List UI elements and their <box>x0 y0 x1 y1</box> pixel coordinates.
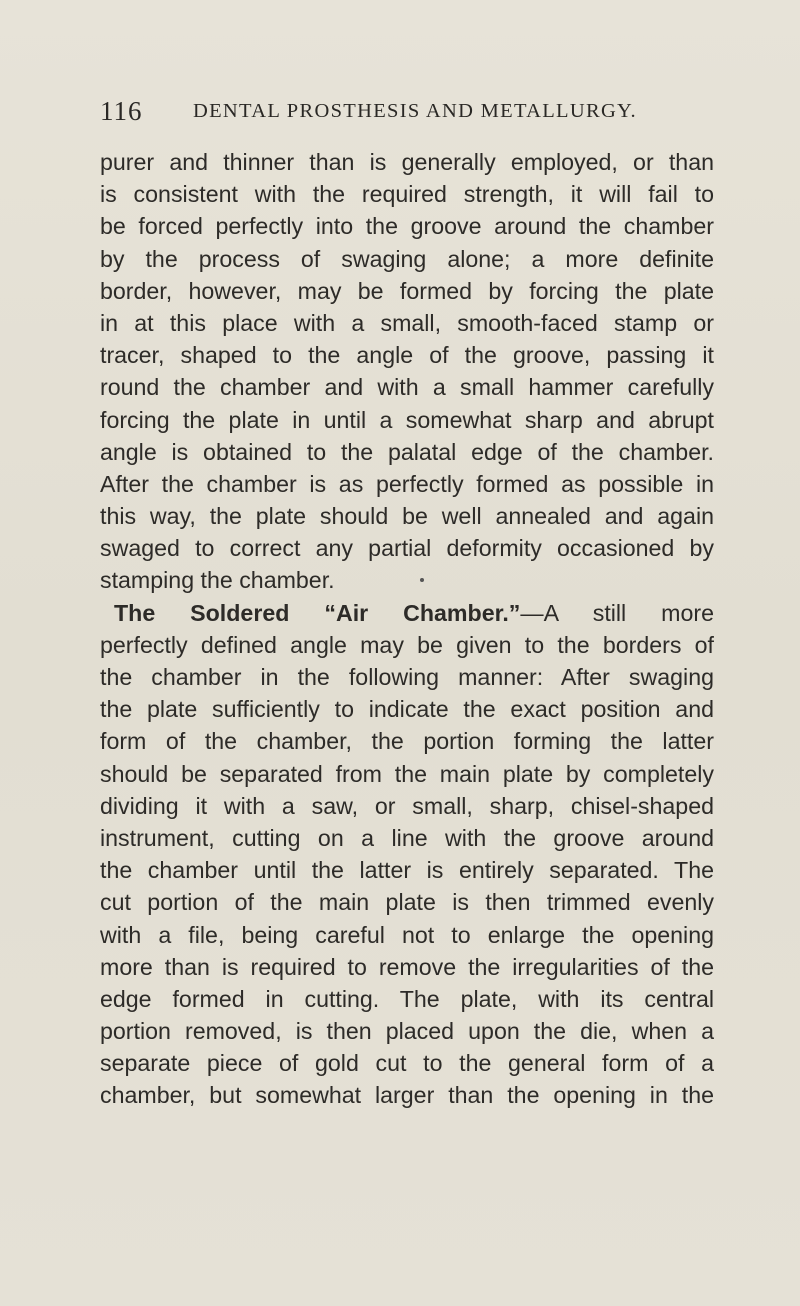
text-line: the chamber until the latter is entirely separated. The <box>100 857 714 884</box>
text-line: this way, the plate should be well annealed and again <box>100 503 714 530</box>
section-first-line-rest: —A still more <box>520 599 714 626</box>
body-text <box>100 146 714 1112</box>
text-line: swaged to correct any partial deformity occasioned by <box>100 535 714 562</box>
text-line: angle is obtained to the palatal edge of the chamber. <box>100 438 714 465</box>
text-line: purer and thinner than is generally employed, or than <box>100 149 714 175</box>
text-line: the chamber in the following manner: After swaging <box>100 664 714 690</box>
running-title: DENTAL PROSTHESIS AND METALLURGY. <box>193 100 637 122</box>
text-line: stamping the chamber. <box>100 567 335 594</box>
text-line: cut portion of the main plate is then trimmed evenly <box>100 889 714 916</box>
text-line: separate piece of gold cut to the general form of a <box>100 1050 714 1077</box>
text-line: round the chamber and with a small hammer carefully <box>100 374 714 401</box>
text-line: After the chamber is as perfectly formed as possible in <box>100 470 714 497</box>
text-line: by the process of swaging alone; a more definite <box>100 245 714 272</box>
text-line: the plate sufficiently to indicate the exact position and <box>100 696 714 723</box>
section-heading: The Soldered “Air Chamber.” <box>114 599 521 626</box>
text-line: form of the chamber, the portion forming the latter <box>100 728 714 755</box>
text-line: be forced perfectly into the groove around the chamber <box>100 213 714 240</box>
text-line: more than is required to remove the irregularities of the <box>100 953 714 980</box>
text-line: in at this place with a small, smooth-faced stamp or <box>100 309 714 336</box>
section-first-line <box>100 597 714 629</box>
text-line: chamber, but somewhat larger than the opening in the <box>100 1082 714 1109</box>
print-speck <box>420 578 424 582</box>
text-line: border, however, may be formed by forcing the plate <box>100 277 714 304</box>
text-line: should be separated from the main plate by completely <box>100 760 714 787</box>
page-header <box>100 96 720 132</box>
text-line: is consistent with the required strength, it will fail to <box>100 181 714 208</box>
text-line: tracer, shaped to the angle of the groove, passing it <box>100 342 714 369</box>
page-number: 116 <box>100 96 143 126</box>
text-line: portion removed, is then placed upon the die, when a <box>100 1018 714 1045</box>
text-line: dividing it with a saw, or small, sharp, chisel-shaped <box>100 792 714 819</box>
text-line: perfectly defined angle may be given to the borders of <box>100 631 714 658</box>
text-line: instrument, cutting on a line with the groove around <box>100 824 714 851</box>
text-line: with a file, being careful not to enlarge the opening <box>100 921 714 948</box>
text-line: edge formed in cutting. The plate, with its central <box>100 985 714 1012</box>
text-line: forcing the plate in until a somewhat sharp and abrupt <box>100 406 714 433</box>
